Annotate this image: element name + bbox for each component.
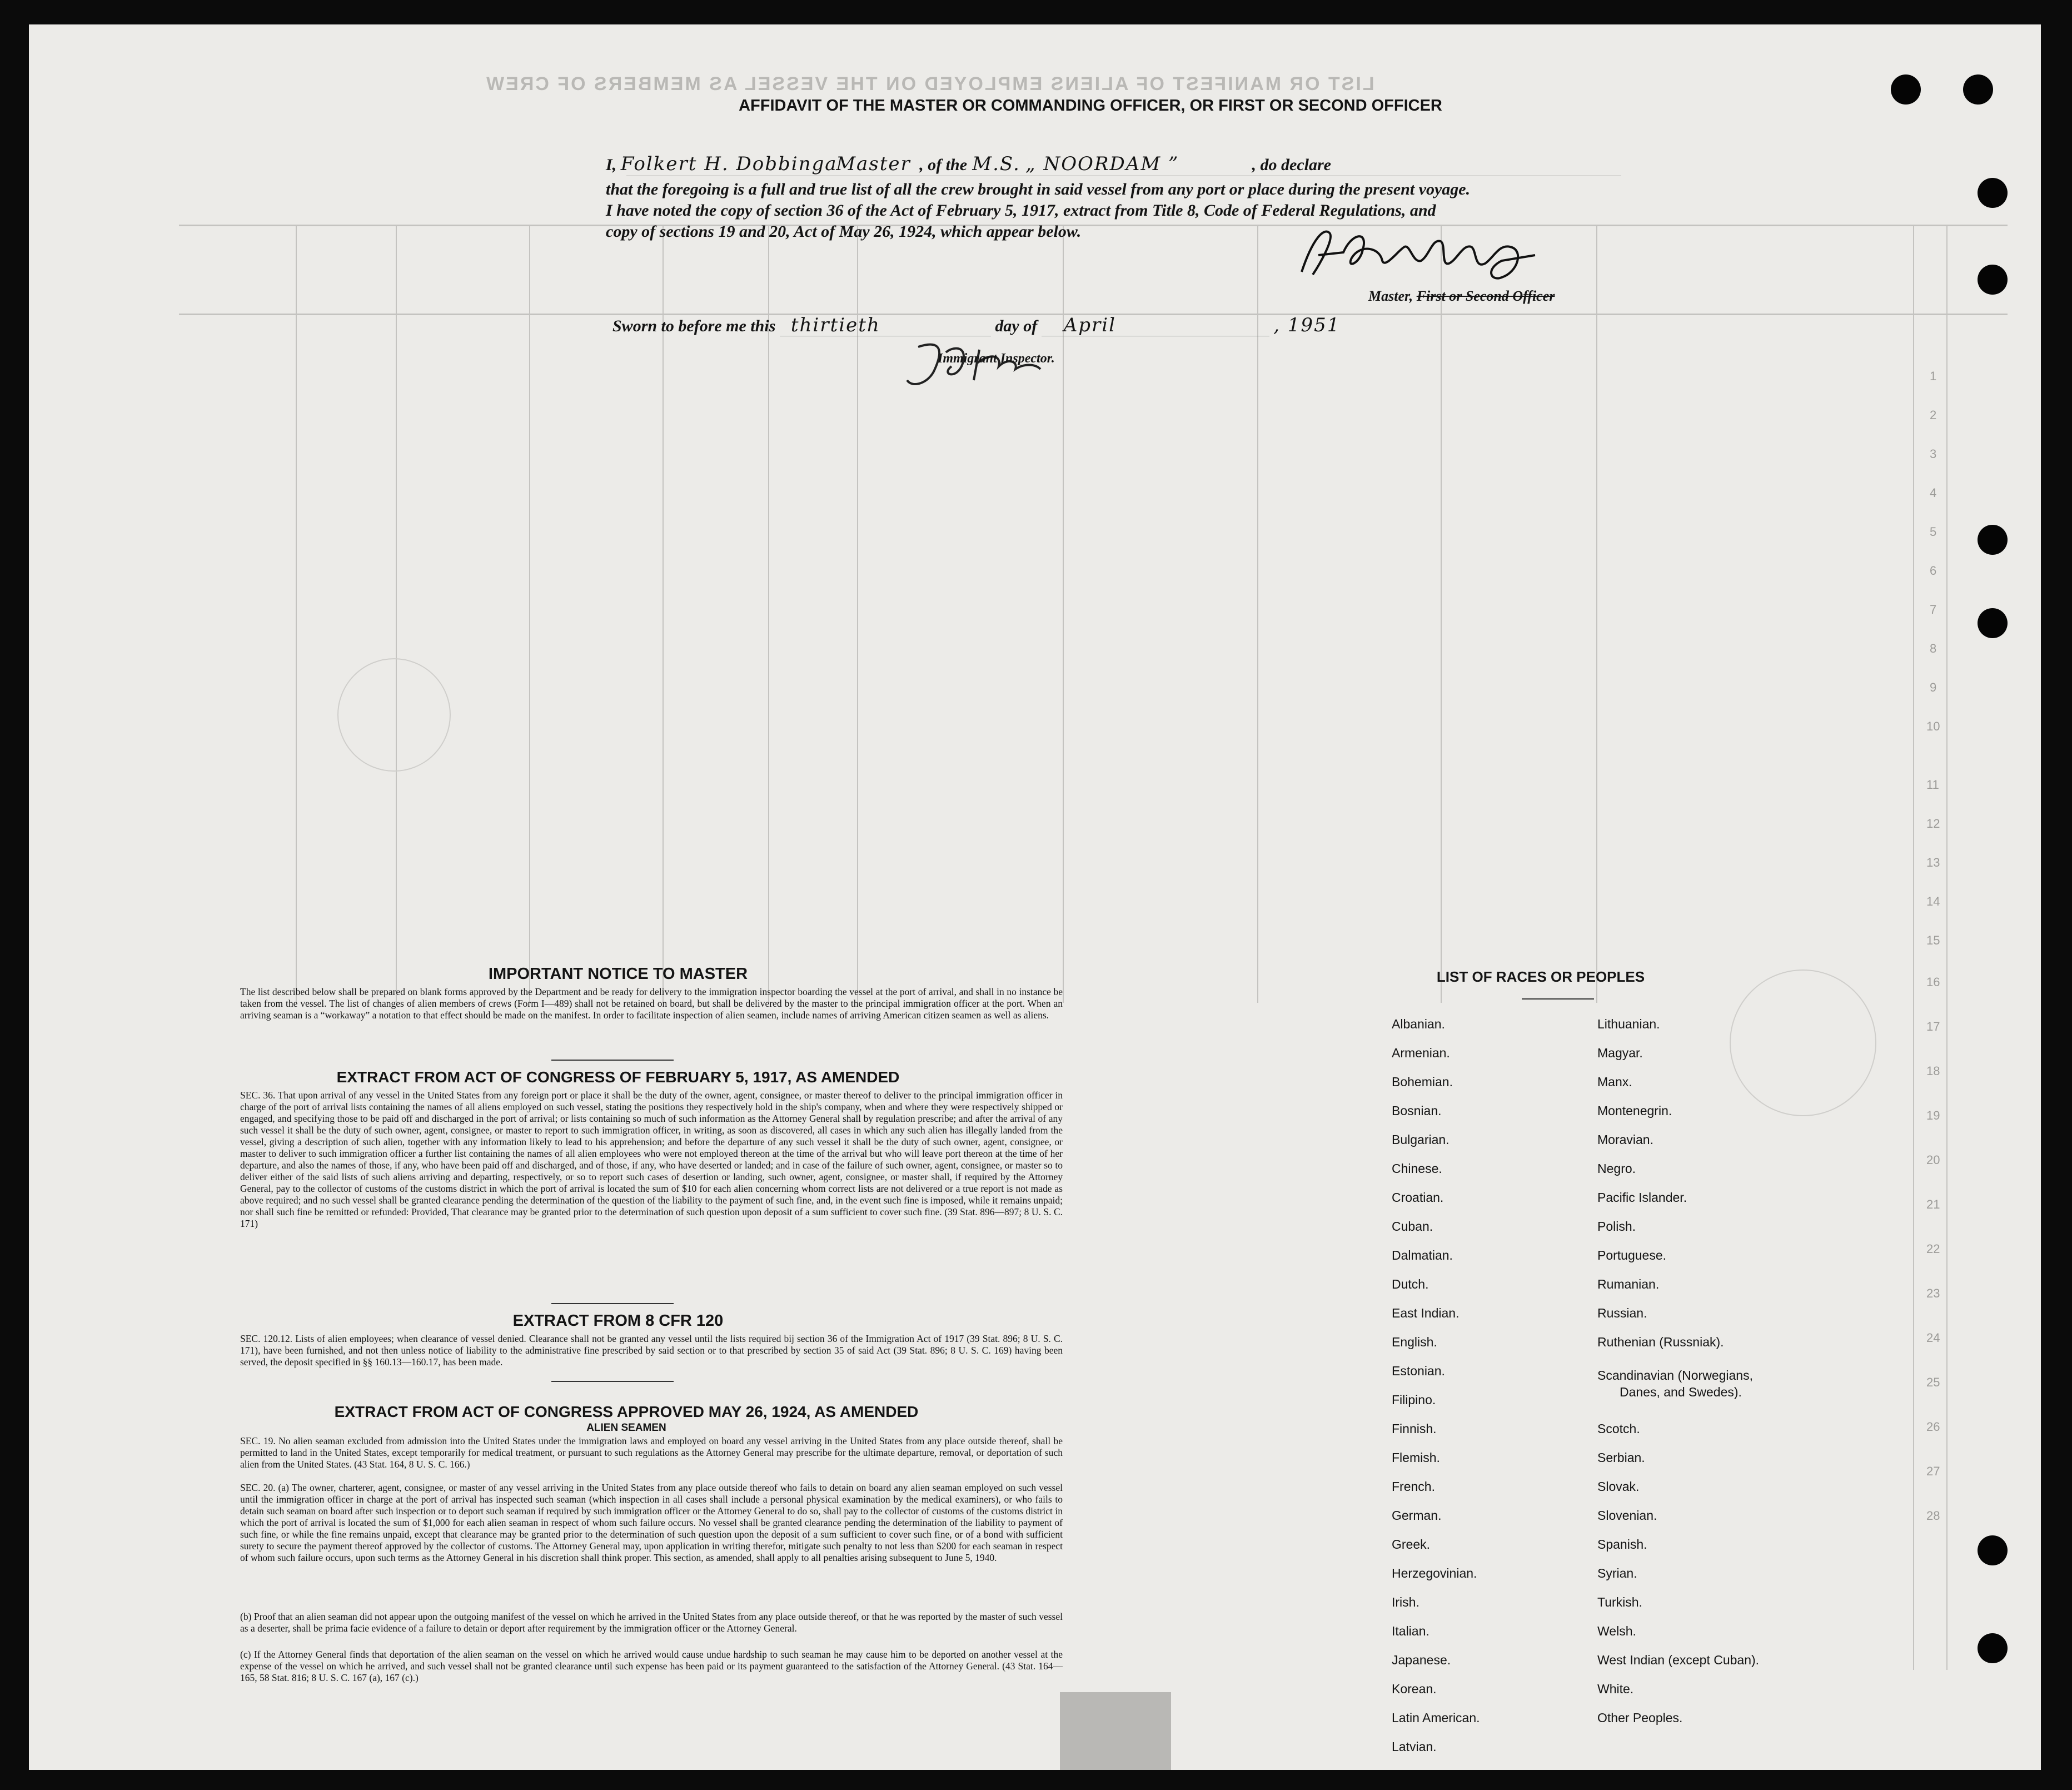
- race-item: Magyar.: [1597, 1046, 1643, 1060]
- row-number: 6: [1930, 564, 1937, 578]
- race-item: Korean.: [1392, 1682, 1437, 1696]
- of-the-label: , of the: [919, 156, 968, 174]
- row-number: 1: [1930, 369, 1937, 383]
- race-item: Pacific Islander.: [1597, 1190, 1687, 1205]
- race-item: English.: [1392, 1335, 1437, 1349]
- bleed-through-title: LIST OR MANIFEST OF ALIENS EMPLOYED ON THE VESSEL AS MEMBERS OF CREW: [485, 73, 1374, 95]
- master-caption-label: Master,: [1368, 288, 1413, 304]
- sworn-year: , 1951: [1273, 314, 1341, 336]
- row-number: 28: [1926, 1509, 1940, 1523]
- row-number: 9: [1930, 680, 1937, 694]
- race-item: Polish.: [1597, 1219, 1636, 1234]
- race-item: Latvian.: [1392, 1739, 1437, 1754]
- row-number: 17: [1926, 1020, 1940, 1033]
- extract-1917-heading: EXTRACT FROM ACT OF CONGRESS OF FEBRUARY 5, 1917, AS AMENDED: [336, 1068, 900, 1086]
- notice-heading: IMPORTANT NOTICE TO MASTER: [488, 965, 748, 983]
- race-item: Other Peoples.: [1597, 1711, 1683, 1725]
- binder-hole: [1978, 178, 2008, 208]
- race-item: Serbian.: [1597, 1450, 1645, 1465]
- race-item: German.: [1392, 1508, 1442, 1523]
- race-item: Manx.: [1597, 1075, 1632, 1089]
- row-number: 19: [1926, 1108, 1940, 1122]
- race-item: Danes, and Swedes).: [1620, 1385, 1742, 1399]
- row-number: 4: [1930, 486, 1937, 500]
- row-number: 2: [1930, 408, 1937, 422]
- notice-body: The list described below shall be prepared on blank forms approved by the Department and be ready for delivery to the immigration inspector boarding the vessel at the port of arrival, and shall in no instance be taken from the vessel. The list of changes of alien members of crews (Form I—489) shall not be retained on board, but shall be delivered by the master to the principal immigration officer at the port. When an arriving seaman is a “workaway” a notation to that effect should be made on the manifest. In order to facilitate inspection of alien seamen, include names of arriving American citizen seamen as well as aliens.: [240, 986, 1063, 1021]
- race-item: Flemish.: [1392, 1450, 1440, 1465]
- race-item: Dutch.: [1392, 1277, 1429, 1291]
- faint-stamp: [337, 658, 451, 772]
- row-number: 8: [1930, 642, 1937, 655]
- races-divider: [1522, 998, 1594, 1000]
- affidavit-heading: AFFIDAVIT OF THE MASTER OR COMMANDING OFFICER, OR FIRST OR SECOND OFFICER: [739, 97, 1442, 115]
- manifest-sheet: [29, 24, 2041, 1770]
- row-number: 27: [1926, 1464, 1940, 1478]
- row-number: 22: [1926, 1242, 1940, 1256]
- race-item: Herzegovinian.: [1392, 1566, 1477, 1580]
- row-number: 18: [1926, 1064, 1940, 1078]
- race-item: Slovenian.: [1597, 1508, 1657, 1523]
- row-number: 5: [1930, 525, 1937, 539]
- sec-19-text: SEC. 19. No alien seaman excluded from admission into the United States under the immigration laws and employed on board any vessel arriving in the United States from any place outside thereof, shall be permitted to land in the United States, except temporarily for medical treatment, or pursuant to such regulations as the Attorney General may prescribe for the ultimate departure, removal, or deportation of such alien from the United States. (43 Stat. 164, 8 U. S. C. 166.): [240, 1435, 1063, 1470]
- race-item: Albanian.: [1392, 1017, 1445, 1031]
- declaration-line-4: copy of sections 19 and 20, Act of May 26, 1924, which appear below.: [606, 222, 1082, 241]
- race-item: Bohemian.: [1392, 1075, 1453, 1089]
- race-item: Japanese.: [1392, 1653, 1451, 1667]
- declaration-line-1: [606, 153, 1331, 176]
- race-item: Slovak.: [1597, 1479, 1640, 1494]
- row-number: 3: [1930, 447, 1937, 461]
- race-item: Bosnian.: [1392, 1103, 1442, 1118]
- binder-hole: [1978, 1535, 2008, 1565]
- row-number: 26: [1926, 1420, 1940, 1434]
- race-item: West Indian (except Cuban).: [1597, 1653, 1760, 1667]
- race-item: Syrian.: [1597, 1566, 1637, 1580]
- row-number: 13: [1926, 856, 1940, 869]
- row-number: 7: [1930, 603, 1937, 616]
- extract-cfr-divider: [551, 1381, 674, 1382]
- sworn-month: April: [1042, 315, 1269, 336]
- row-number: 20: [1926, 1153, 1940, 1167]
- race-item: Spanish.: [1597, 1537, 1647, 1552]
- inspector-caption: Immigrant Inspector.: [938, 351, 1055, 366]
- race-item: Scotch.: [1597, 1421, 1640, 1436]
- master-name: Folkert H. Dobbinga: [620, 153, 838, 175]
- race-item: Irish.: [1392, 1595, 1419, 1609]
- struck-officer-caption: First or Second Officer: [1416, 288, 1555, 304]
- race-item: White.: [1597, 1682, 1634, 1696]
- race-item: Portuguese.: [1597, 1248, 1667, 1262]
- extract-1917-body: SEC. 36. That upon arrival of any vessel in the United States from any foreign port or place it shall be the duty of the owner, agent, consignee, or master thereof to deliver to the principal immigration officer in charge of the port of arrival lists containing the names of all aliens employed on such vessel, stating the positions they respectively hold in the ship's company, when and where they were respectively shipped or engaged, and specifying those to be paid off and discharged in the port of arrival; or lists containing so much of such information as the Attorney General shall by regulation prescribe; and after the arrival of any such vessel it shall be the duty of such owner, agent, consignee, or master to report to such immigration officer, in writing, as soon as discovered, all cases in which any such alien has illegally landed from the vessel, giving a description of such alien, together with any information likely to lead to his apprehension; and before the departure of any such vessel it shall be the duty of such owner, agent, consignee, or master to deliver to such immigration officer a further list containing the names of all alien employees who were not employed thereon at the time of the arrival but who will leave port thereon at the time of her departure, and also the names of those, if any, who have been paid off and discharged, and of those, if any, who have deserted or landed; and in case of the failure of such owner, agent, consignee, or master so to deliver either of the said lists of such aliens arriving and departing, respectively, or so to report such cases of desertion or landing, such owner, agent, consignee, or master shall, if required by the Attorney General, pay to the collector of customs of the customs district in which the port of arrival is located the sum of $10 for each alien concerning whom correct lists are not delivered or a true report is not made as above required; and no such vessel shall be granted clearance pending the determination of the question of the liability to the payment of such fine, and, in the event such fine is imposed, while it remains unpaid; nor shall such fine be remitted or refunded: Provided, That clearance may be granted prior to the determination of such question upon deposit of a sum sufficient to cover such fine. (39 Stat. 896—897; 8 U. S. C. 171): [240, 1090, 1063, 1229]
- sworn-prefix: Sworn to before me this: [612, 317, 776, 335]
- race-item: Armenian.: [1392, 1046, 1450, 1060]
- extract-1924-heading: EXTRACT FROM ACT OF CONGRESS APPROVED MAY 26, 1924, AS AMENDED: [334, 1403, 919, 1420]
- race-item: East Indian.: [1392, 1306, 1460, 1320]
- race-item: Russian.: [1597, 1306, 1647, 1320]
- declaration-line-2: that the foregoing is a full and true list of all the crew brought in said vessel from any port or place during the present voyage.: [606, 180, 1471, 198]
- extract-cfr-heading: EXTRACT FROM 8 CFR 120: [512, 1312, 724, 1330]
- race-item: Lithuanian.: [1597, 1017, 1660, 1031]
- vessel-prefix: M.S.: [972, 153, 1020, 175]
- race-item: Latin American.: [1392, 1711, 1480, 1725]
- race-item: Italian.: [1392, 1624, 1430, 1638]
- race-item: Filipino.: [1392, 1393, 1436, 1407]
- row-number: 10: [1926, 719, 1940, 733]
- binder-hole: [1978, 265, 2008, 295]
- row-number: 16: [1926, 975, 1940, 989]
- declaration-line-3: I have noted the copy of section 36 of the Act of February 5, 1917, extract from Title 8, Code of Federal Regulations, and: [606, 201, 1436, 220]
- race-item: Moravian.: [1597, 1132, 1653, 1147]
- sec-20a-text: SEC. 20. (a) The owner, charterer, agent, consignee, or master of any vessel arriving in the United States from any place outside thereof who fails to detain on board any alien seaman employed on such vessel until the immigration officer in charge at the port of arrival has inspected such seaman (which inspection in all cases shall include a personal physical examination by the medical examiners), or who fails to detain such seaman on board after such inspection or to deport such seaman if required by such immigration officer or the Attorney General to do so, shall pay to the collector of customs of the customs district in which the port of arrival is located the sum of $1,000 for each alien seaman in respect of whom such failure occurs. No vessel shall be granted clearance pending the determination of the liability to payment of such fine, or while the fine remains unpaid, except that clearance may be granted prior to the determination of such question upon the deposit of a sum sufficient to cover such fine, or of a bond with sufficient surety to secure the payment thereof approved by the collector of customs. The Attorney General may, upon application in writing therefor, mitigate such penalty to not less than $200 for each seaman in respect of whom such failure occurs, upon such terms as the Attorney General in his discretion shall think proper. This section, as amended, shall apply to all penalties arising subsequent to June 5, 1940.: [240, 1482, 1063, 1563]
- binder-hole: [1891, 74, 1921, 105]
- binder-hole: [1978, 525, 2008, 555]
- race-item: Turkish.: [1597, 1595, 1642, 1609]
- sec-20c-text: (c) If the Attorney General finds that deportation of the alien seaman on the vessel on which he arrived would cause undue hardship to such seaman he may cause him to be deported on another vessel at the expense of the vessel on which he arrived, and such vessel shall not be granted clearance until such expense has been paid or its payment guaranteed to the satisfaction of the Attorney General. (43 Stat. 164—165, 58 Stat. 816; 8 U. S. C. 167 (a), 167 (c).): [240, 1649, 1063, 1683]
- vessel-name: „ NOORDAM ”: [1025, 153, 1179, 175]
- master-caption: [1368, 286, 1555, 307]
- row-number: 15: [1926, 933, 1940, 947]
- races-heading: LIST OF RACES OR PEOPLES: [1436, 968, 1645, 985]
- race-item: Dalmatian.: [1392, 1248, 1453, 1262]
- row-number: 12: [1926, 817, 1940, 831]
- day-of-label: day of: [995, 317, 1038, 335]
- master-signature: [1291, 216, 1546, 283]
- notice-divider: [551, 1060, 674, 1061]
- alien-seamen-subheading: ALIEN SEAMEN: [586, 1422, 666, 1434]
- sworn-day: thirtieth: [780, 315, 991, 336]
- row-number: 21: [1926, 1197, 1940, 1211]
- sworn-line: [612, 315, 1340, 337]
- master-role: Master: [836, 153, 911, 175]
- race-item: Cuban.: [1392, 1219, 1433, 1234]
- race-item: Negro.: [1597, 1161, 1636, 1176]
- binder-hole: [1978, 1633, 2008, 1663]
- race-item: Rumanian.: [1597, 1277, 1660, 1291]
- binder-hole: [1963, 74, 1993, 105]
- binder-hole: [1978, 608, 2008, 638]
- extract-cfr-body: SEC. 120.12. Lists of alien employees; when clearance of vessel denied. Clearance shall not be granted any vessel until the lists required bij section 36 of the Immigration Act of 1917 (39 Stat. 896; 8 U. S. C. 171), have been furnished, and not then unless notice of liability to the administrative fine prescribed by said section or to that prescribed by section 35 of said Act (39 Stat. 896; 8 U. S. C. 169) having been served, the deposit specified in §§ 160.13—160.17, has been made.: [240, 1333, 1063, 1368]
- row-number: 11: [1926, 778, 1939, 792]
- faint-stamp: [1730, 969, 1876, 1116]
- race-item: Croatian.: [1392, 1190, 1444, 1205]
- row-number: 25: [1926, 1375, 1940, 1389]
- gray-patch: [1060, 1692, 1171, 1770]
- race-item: Scandinavian (Norwegians,: [1597, 1368, 1753, 1383]
- race-item: Finnish.: [1392, 1421, 1437, 1436]
- race-item: French.: [1392, 1479, 1435, 1494]
- race-item: Ruthenian (Russniak).: [1597, 1335, 1724, 1349]
- extract-1917-divider: [551, 1303, 674, 1304]
- declaration-suffix: , do declare: [1252, 156, 1331, 174]
- row-number: 23: [1926, 1286, 1940, 1300]
- race-item: Chinese.: [1392, 1161, 1442, 1176]
- row-number: 14: [1926, 894, 1940, 908]
- race-item: Greek.: [1392, 1537, 1431, 1552]
- race-item: Bulgarian.: [1392, 1132, 1450, 1147]
- race-item: Montenegrin.: [1597, 1103, 1672, 1118]
- row-number: 24: [1926, 1331, 1940, 1345]
- race-item: Welsh.: [1597, 1624, 1636, 1638]
- race-item: Estonian.: [1392, 1364, 1445, 1378]
- sec-20b-text: (b) Proof that an alien seaman did not appear upon the outgoing manifest of the vessel on which he arrived in the United States from any place outside thereof, or that he was reported by the master of such vessel as a deserter, shall be prima facie evidence of a failure to detain or deport after requirement by the immigration officer or the Attorney General.: [240, 1611, 1063, 1634]
- declaration-prefix: I,: [606, 156, 617, 174]
